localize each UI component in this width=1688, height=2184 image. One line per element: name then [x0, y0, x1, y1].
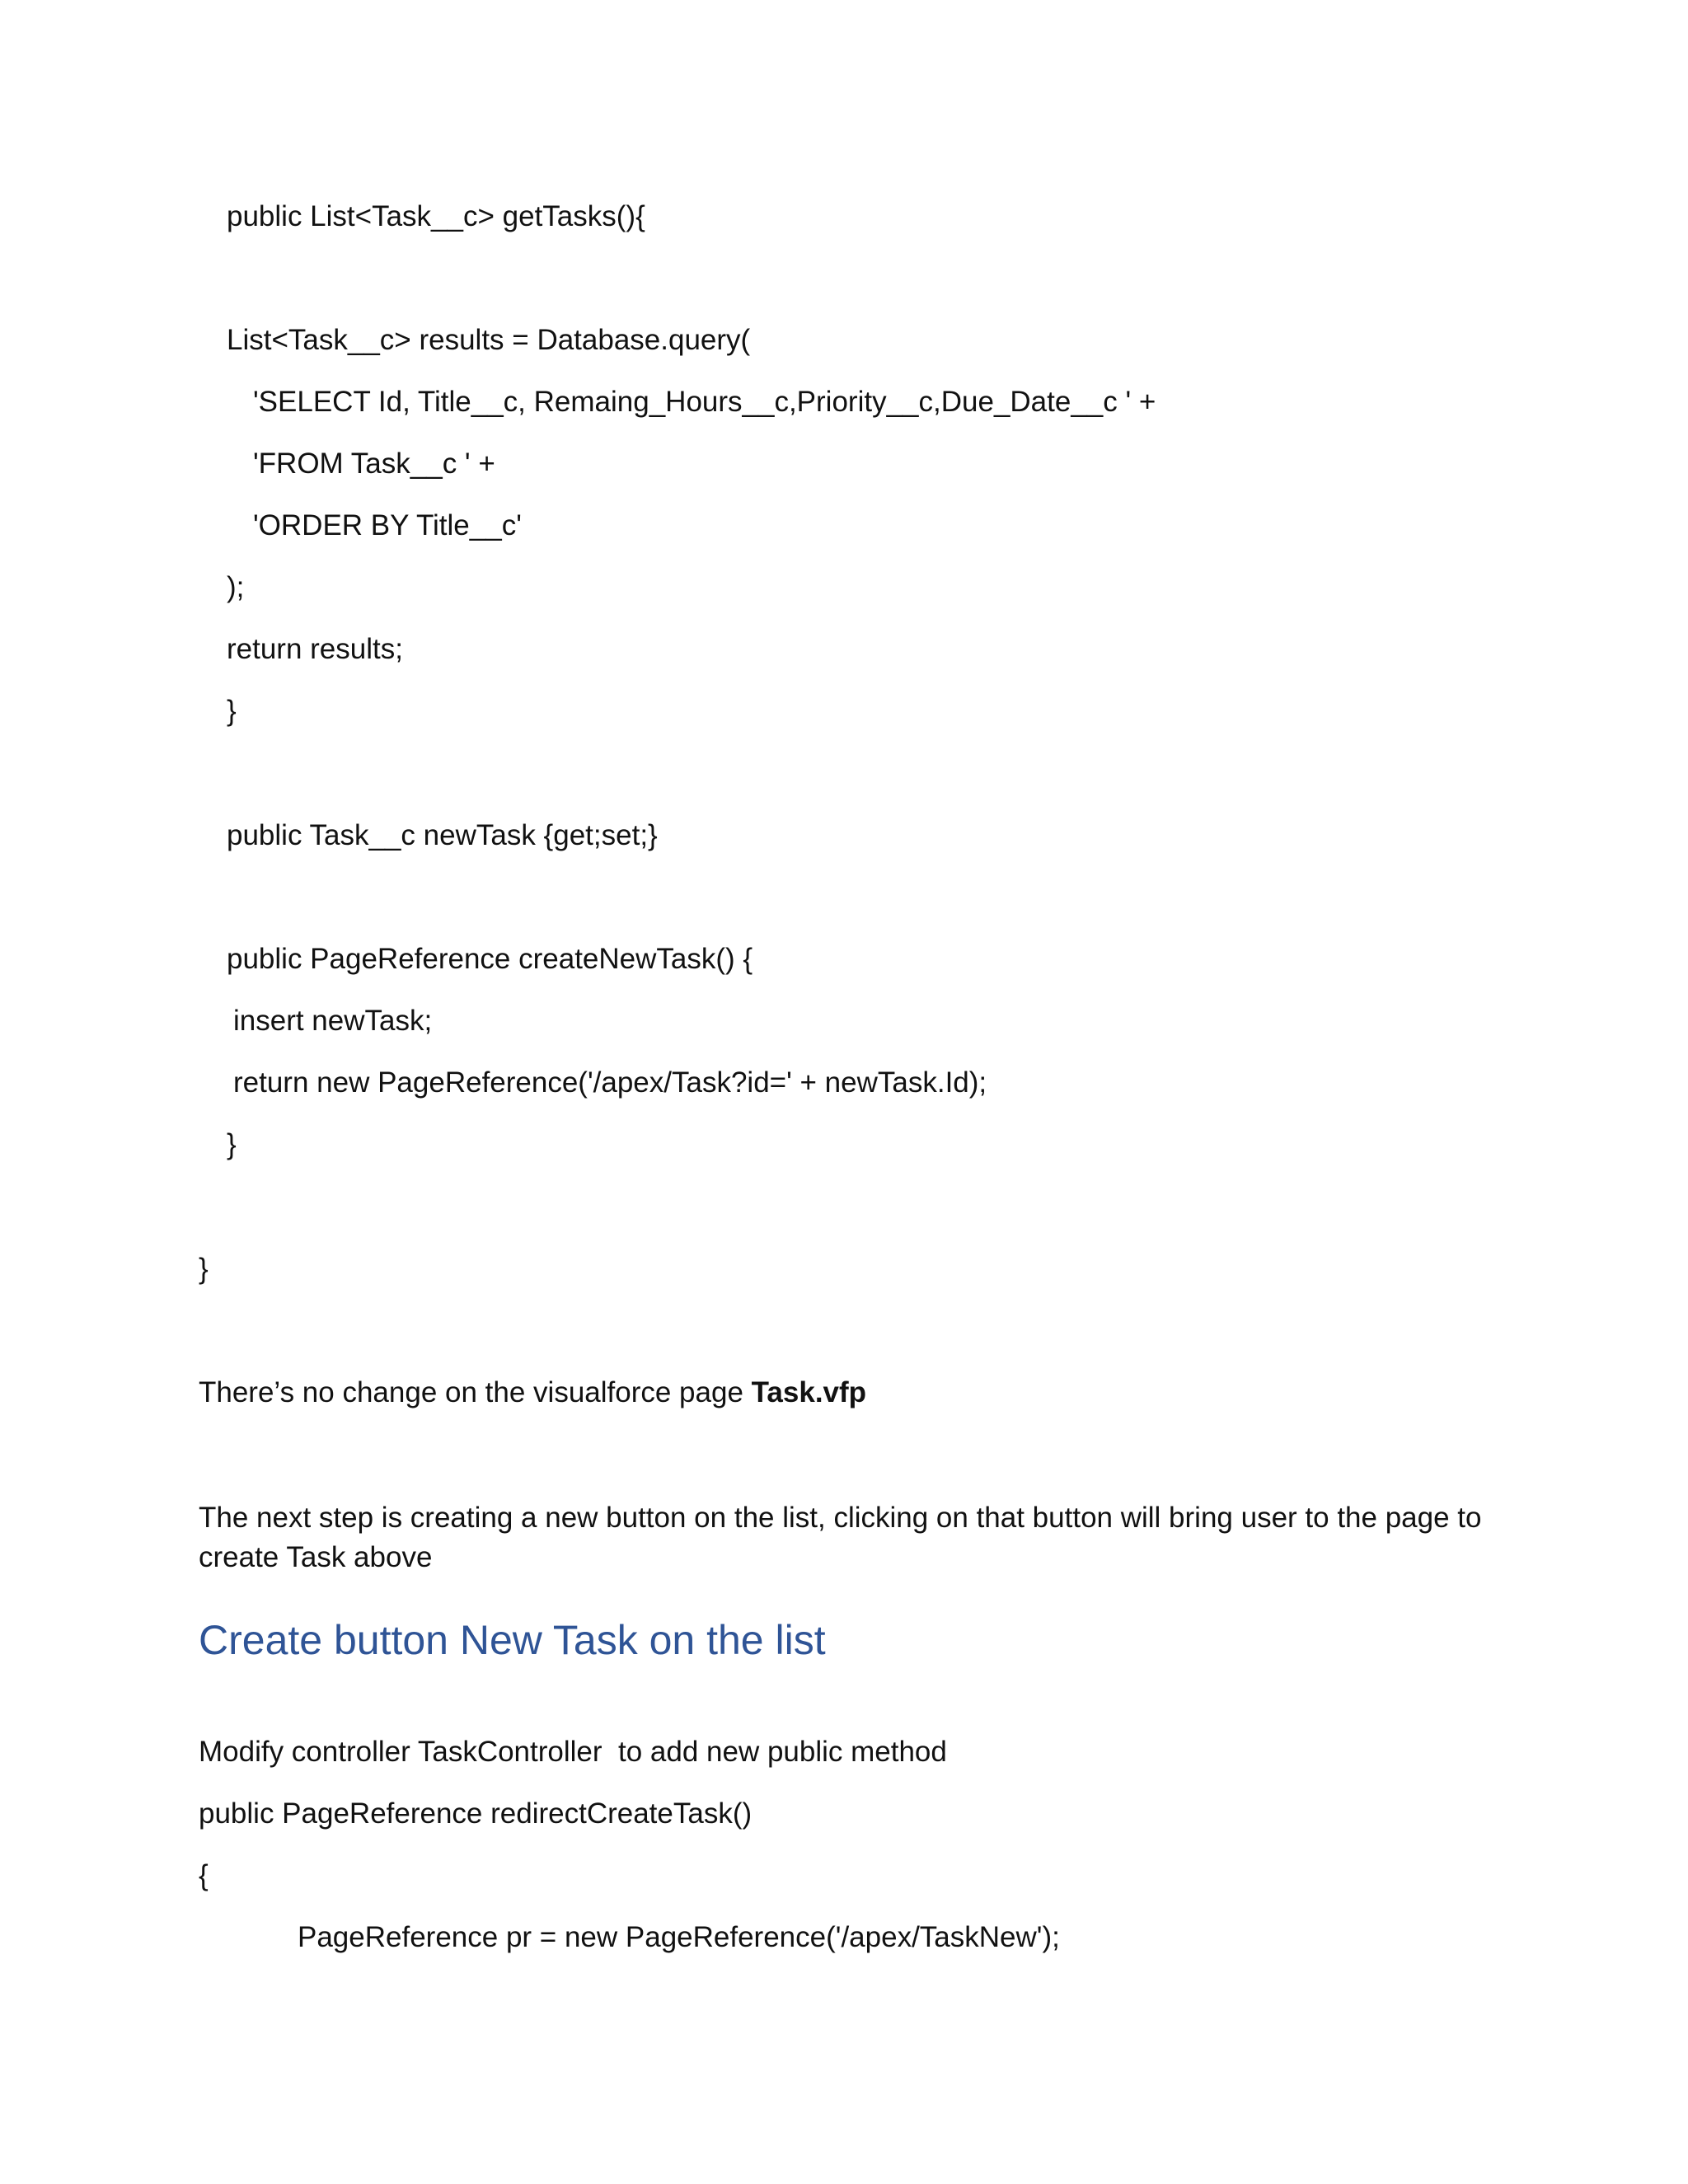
code-line: public PageReference createNewTask() { [227, 943, 753, 975]
code-line: 'SELECT Id, Title__c, Remaing_Hours__c,Priority__c,Due_Date__c ' + [253, 386, 1156, 418]
code-line: 'FROM Task__c ' + [253, 448, 495, 480]
paragraph-no-change [199, 1375, 866, 1411]
section-heading: Create button New Task on the list [199, 1617, 826, 1663]
code-line: ); [227, 571, 245, 603]
code-line: return new PageReference('/apex/Task?id=' + newTask.Id); [233, 1066, 987, 1099]
section-line: Modify controller TaskController to add new public method [199, 1736, 947, 1768]
code-line: public PageReference redirectCreateTask() [199, 1797, 753, 1830]
paragraph-text: There’s no change on the visualforce page [199, 1376, 752, 1408]
code-line: insert newTask; [233, 1005, 433, 1037]
code-line: List<Task__c> results = Database.query( [227, 324, 751, 356]
paragraph-next-step: The next step is creating a new button on the list, clicking on that button will bring user to the page to create Task above [199, 1502, 1482, 1573]
code-line: } [227, 1128, 237, 1160]
file-name: Task.vfp [751, 1376, 867, 1408]
code-line: 'ORDER BY Title__c' [253, 509, 522, 541]
code-line: public Task__c newTask {get;set;} [227, 819, 658, 851]
code-line: return results; [227, 633, 403, 665]
code-line: public List<Task__c> getTasks(){ [227, 200, 645, 232]
code-line: } [227, 695, 237, 727]
code-line: { [199, 1859, 209, 1891]
code-line: } [199, 1253, 209, 1285]
code-line: PageReference pr = new PageReference('/apex/TaskNew'); [298, 1921, 1060, 1953]
